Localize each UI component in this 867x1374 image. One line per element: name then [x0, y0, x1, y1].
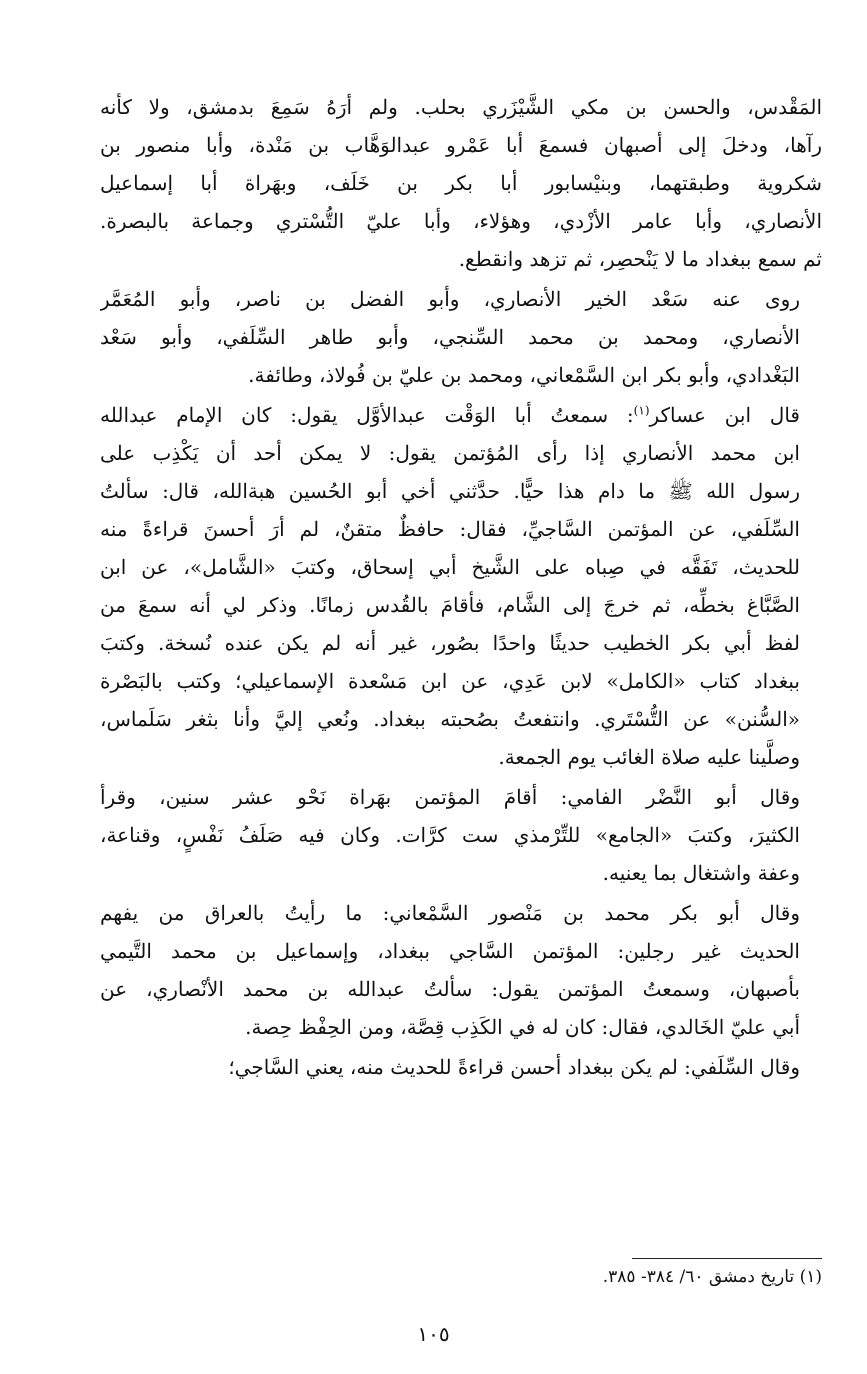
text-line: بأصبهان، وسمعتُ المؤتمن يقول: سألتُ عبدالله بن محمد الأنْصاري، عن: [100, 977, 800, 1001]
footnote-rule: [632, 1258, 822, 1259]
text-line: وعفة واشتغال بما يعنيه.: [602, 861, 800, 885]
text-line: قال ابن عساكر$^{(١)}$: سمعتُ أبا الوَقْت عبدالأوَّل يقول: كان الإمام عبدالله: [100, 403, 800, 427]
text-line: شكروية وطبقتهما، وبنيْسابور أبا بكر بن خَلَف، وبهَراة أبا إسماعيل: [100, 171, 822, 195]
footnote: (١) تاريخ دمشق ٦٠/ ٣٨٤- ٣٨٥.: [602, 1267, 822, 1287]
text-line: وقال أبو بكر محمد بن مَنْصور السَّمْعاني: ما رأيتُ بالعراق من يفهم: [100, 901, 800, 925]
text-line: المَقْدس، والحسن بن مكي الشَّيْزَري بحلب. ولم أرَهُ سَمِعَ بدمشق، ولا كأنه: [100, 95, 822, 119]
text-line: الأنصاري، وأبا عامر الأزْدي، وهؤلاء، وأبا عليّ التُّسْتري وجماعة بالبصرة.: [100, 209, 822, 233]
paragraph: [100, 778, 822, 892]
text-line: ببغداد كتاب «الكامل» لابن عَدِي، عن ابن مَسْعدة الإسماعيلي؛ وكتب بالبَصْرة: [100, 669, 800, 693]
text-line: الصَّبَّاغ بخطِّه، ثم خرجَ إلى الشَّام، فأقامَ بالقُدس زمانًا. وذكر لي أنه سمعَ من: [100, 593, 800, 617]
text-line: الأنصاري، ومحمد بن محمد السِّنجي، وأبو طاهر السِّلَفي، وأبو سَعْد: [100, 325, 800, 349]
footnote-marker: (١): [633, 403, 650, 418]
text-line: أبي عليّ الخَالدي، فقال: كان له في الكَذِب قِصَّة، ومن الحِفْظ حِصة.: [245, 1015, 800, 1039]
text-line: وصلَّينا عليه صلاة الغائب يوم الجمعة.: [498, 745, 800, 769]
paragraph: [100, 1048, 822, 1086]
text-line: روى عنه سَعْد الخير الأنصاري، وأبو الفضل بن ناصر، وأبو المُعَمَّر: [100, 287, 800, 311]
text-line: وقال أبو النَّضْر الفامي: أقامَ المؤتمن بهَراة نَحْو عشر سنين، وقرأ: [100, 785, 800, 809]
text-line: الكثيرَ، وكتبَ «الجامع» للتِّرْمذي ست كرَّات. وكان فيه صَلَفُ نَفْسٍ، وقناعة،: [100, 823, 800, 847]
text-line: البَغْدادي، وأبو بكر ابن السَّمْعاني، ومحمد بن عليّ بن فُولاذ، وطائفة.: [248, 363, 800, 387]
paragraph: [100, 280, 822, 394]
page-number: ١٠٥: [417, 1322, 450, 1346]
paragraph: [100, 894, 822, 1046]
text-line: لفظ أبي بكر الخطيب حديثًا واحدًا بصُور، غير أنه لم يكن عنده نُسخة. وكتبَ: [100, 631, 800, 655]
text-line: رآها، ودخلَ إلى أصبهان فسمعَ أبا عَمْرو عبدالوَهَّاب بن مَنْدة، وأبا منصور بن: [100, 133, 822, 157]
paragraph: [100, 88, 822, 278]
text-line: رسول الله ﷺ ما دام هذا حيًّا. حدَّثني أخي أبو الحُسين هبةالله، قال: سألتُ: [100, 479, 800, 503]
text-line: الحديث غير رجلين: المؤتمن السَّاجي ببغداد، وإسماعيل بن محمد التَّيمي: [100, 939, 800, 963]
text-line: «السُّنن» عن التُّسْتَري. وانتفعتُ بصُحبته ببغداد. ونُعي إليَّ وأنا بثغر سَلَماس،: [100, 707, 800, 731]
paragraph: [100, 396, 822, 776]
page-body: [100, 88, 822, 1086]
text-line: وقال السِّلَفي: لم يكن ببغداد أحسن قراءةً للحديث منه، يعني السَّاجي؛: [228, 1055, 800, 1079]
text-line: السِّلَفي، عن المؤتمن السَّاجيِّ، فقال: حافظٌ متقنٌ، لم أرَ أحسنَ قراءةً منه: [100, 517, 800, 541]
text-line: ثم سمع ببغداد ما لا يَنْحصِر، ثم تزهد وانقطع.: [458, 247, 822, 271]
text-line: ابن محمد الأنصاري إذا رأى المُؤتمن يقول: لا يمكن أحد أن يَكْذِب على: [100, 441, 800, 465]
text-line: للحديث، تَفَقَّه في صِباه على الشَّيخ أبي إسحاق، وكتبَ «الشَّامل»، عن ابن: [100, 555, 800, 579]
